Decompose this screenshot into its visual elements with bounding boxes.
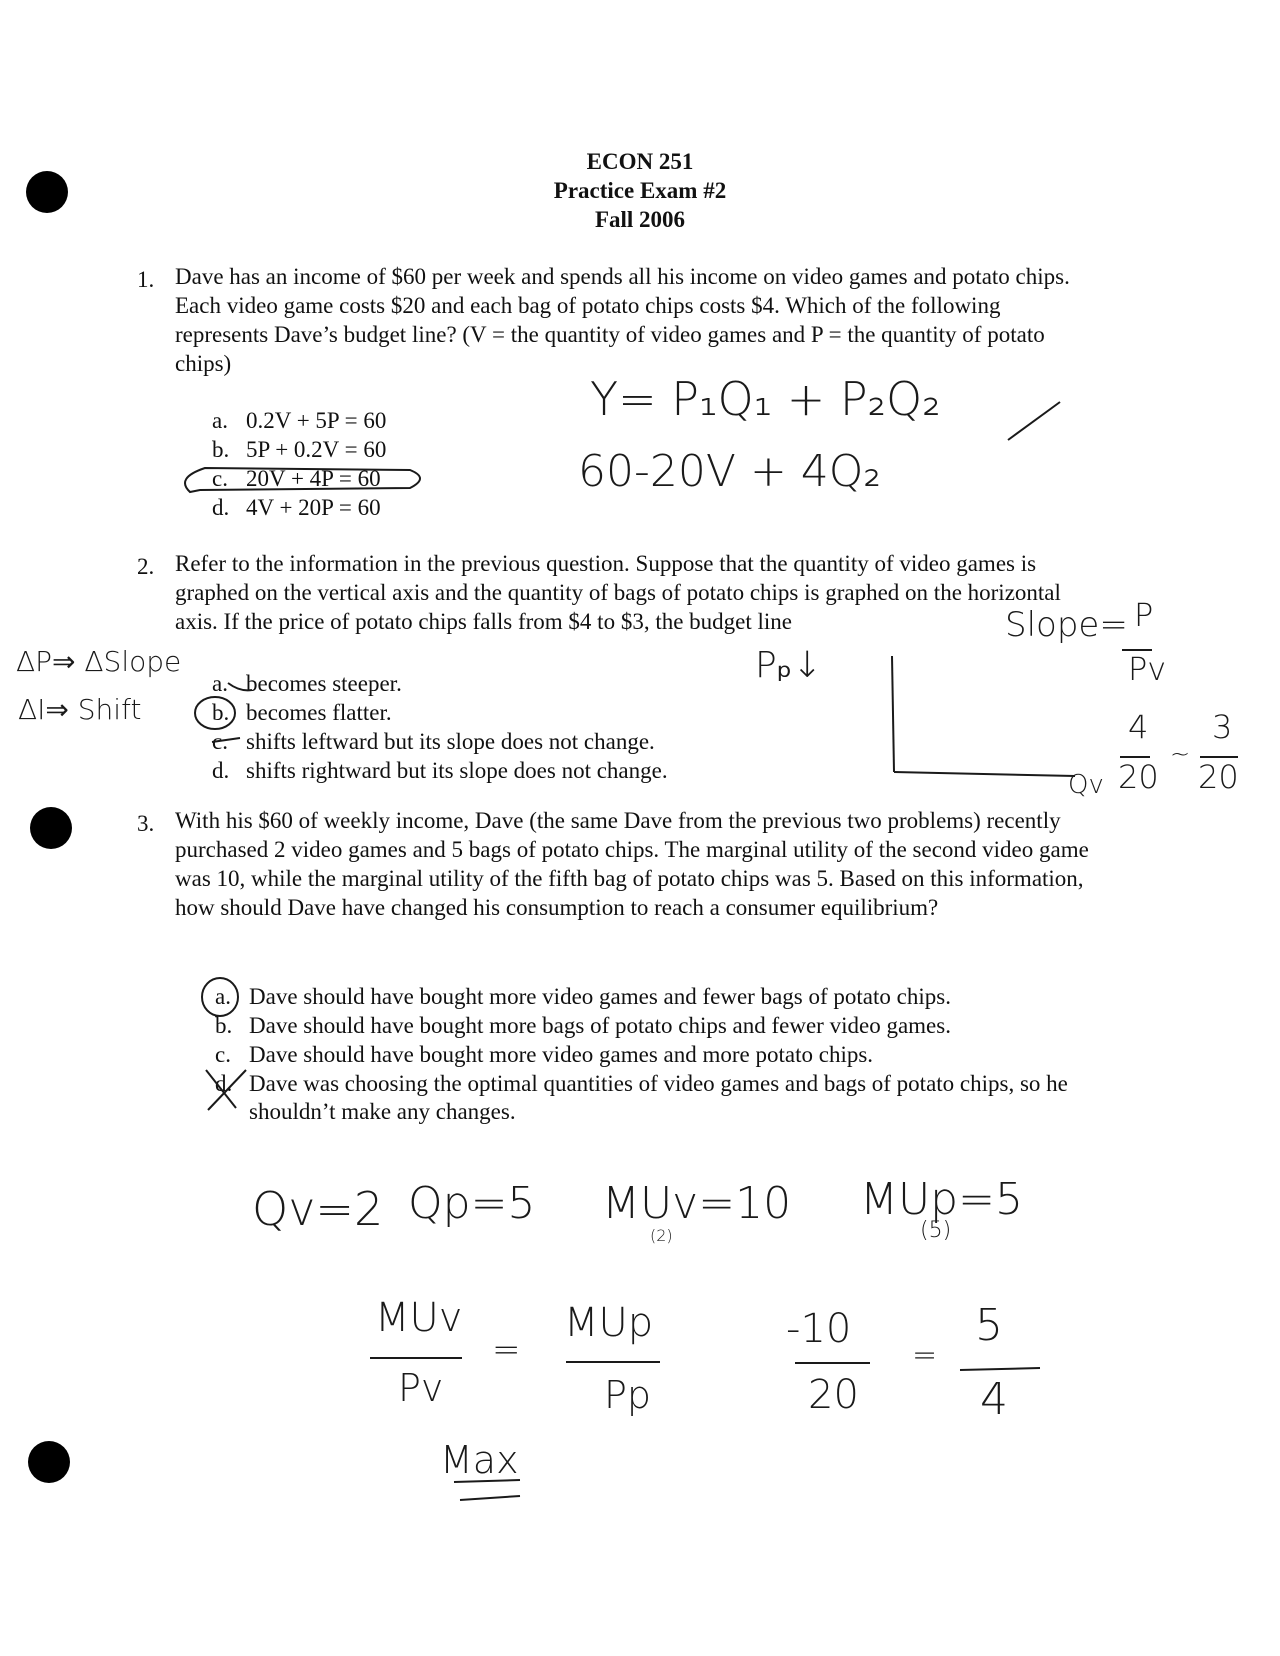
option-label: b.: [212, 437, 230, 462]
option-text: shifts leftward but its slope does not change.: [246, 729, 655, 754]
handwritten-mu-video-games: MUv=10: [602, 1178, 792, 1229]
option-text: becomes steeper.: [246, 671, 402, 696]
handwritten-mu-potato-subscript: (5): [920, 1218, 952, 1243]
option-label: d.: [212, 758, 230, 783]
handwritten-eq-num-1: -10: [786, 1306, 852, 1352]
handwritten-eq-num-1-value: 10: [800, 1306, 852, 1352]
handwritten-max-label: Max: [440, 1438, 519, 1482]
handwritten-slope-numerator: P: [1134, 596, 1154, 634]
option-label: c.: [212, 466, 228, 491]
option-text: shifts rightward but its slope does not change.: [246, 758, 668, 783]
option-text: Dave was choosing the optimal quantities of video games and bags of potato chips, so he shouldn’t make any changes.: [249, 1071, 1068, 1124]
handwritten-fraction-denominator-2: 20: [1198, 758, 1239, 796]
option-label: d.: [215, 1071, 233, 1096]
option-text: 20V + 4P = 60: [246, 466, 381, 491]
option-label: c.: [215, 1042, 231, 1067]
handwritten-quantity-potato-chips: Qp=5: [408, 1178, 536, 1229]
handwritten-budget-formula: Y= P₁Q₁ + P₂Q₂: [590, 372, 941, 426]
option-label: a.: [212, 408, 228, 433]
cross-q3-option-d-2: [208, 1070, 246, 1110]
option-label: b.: [212, 700, 230, 725]
option-text: 0.2V + 5P = 60: [246, 408, 387, 433]
max-underline-2: [460, 1496, 520, 1500]
exam-term: Fall 2006: [594, 207, 686, 232]
handwritten-eq-pv: Pv: [398, 1366, 444, 1410]
handwritten-eq-mup: MUp: [564, 1300, 654, 1346]
question-3-number: 3.: [137, 811, 155, 836]
graph-vertical-axis: [892, 656, 894, 772]
handwritten-eq-pp: Pp: [604, 1373, 652, 1417]
handwritten-mu-potato-chips: MUp=5: [860, 1174, 1023, 1225]
circle-q1-option-c: [185, 468, 420, 492]
handwritten-fraction-denominator-1: 20: [1118, 758, 1159, 796]
handwritten-equals-1: =: [492, 1330, 521, 1370]
option-text: 5P + 0.2V = 60: [246, 437, 387, 462]
strike-q2-option-c: [212, 738, 240, 742]
graph-horizontal-axis: [894, 772, 1075, 776]
option-label: a.: [212, 671, 228, 696]
handwritten-quantity-video-games: Qv=2: [252, 1182, 384, 1236]
max-underline: [454, 1480, 520, 1482]
option-text: 4V + 20P = 60: [246, 495, 381, 520]
question-2-text: Refer to the information in the previous question. Suppose that the quantity of video games is graphed on the vertical axis and the quantity of bags of potato chips is graphed on the horizontal axis. If the price of potato chips falls from $4 to $3, the budget line: [175, 551, 1061, 634]
handwritten-budget-substitution: 60-20V + 4Q₂: [578, 446, 882, 497]
handwritten-fraction-numerator-1: 4: [1128, 708, 1149, 746]
cross-q3-option-d-1: [206, 1070, 236, 1108]
handwritten-eq-den-2: 4: [980, 1374, 1008, 1425]
handwritten-equals-2: =: [912, 1338, 938, 1373]
option-label: a.: [215, 984, 231, 1009]
underline-q2-option-a: [228, 683, 252, 690]
handwritten-price-falls-note: Pₚ↓: [755, 645, 823, 686]
exam-title: Practice Exam #2: [553, 178, 727, 203]
option-text: Dave should have bought more video games and fewer bags of potato chips.: [249, 984, 951, 1009]
handwritten-approx-sign: ~: [1170, 740, 1191, 768]
handwritten-price-change-note: ΔP⇒ ΔSlope: [16, 645, 182, 678]
option-text: becomes flatter.: [246, 700, 392, 725]
question-1-text: Dave has an income of $60 per week and spends all his income on video games and potato chips. Each video game costs $20 and each bag of potato chips costs $4. Which of the following represents Dave’s budget line? (V = the quantity of video games and P = the quantity of potato chips): [175, 264, 1070, 376]
option-label: b.: [215, 1013, 233, 1038]
circle-q3-option-a: [202, 978, 238, 1016]
stray-pen-mark: [1008, 402, 1060, 440]
handwritten-axis-label-qv: Qv: [1068, 770, 1104, 800]
handwritten-slope-denominator: Pv: [1128, 650, 1167, 688]
handwritten-slope-label: Slope=: [1005, 605, 1128, 645]
question-1-number: 1.: [137, 267, 155, 292]
handwritten-eq-muv: MUv: [375, 1295, 463, 1341]
option-label: d.: [212, 495, 230, 520]
option-label: c.: [212, 729, 228, 754]
question-2-number: 2.: [137, 554, 155, 579]
question-3-text: With his $60 of weekly income, Dave (the same Dave from the previous two problems) recently purchased 2 video games and 5 bags of potato chips. The marginal utility of the second video game was 10, while the marginal utility of the fifth bag of potato chips was 5. Based on this information, how should Dave have changed his consumption to reach a consumer equilibrium?: [175, 808, 1089, 920]
handwritten-income-change-note: ΔI⇒ Shift: [18, 693, 142, 726]
handwritten-fraction-numerator-2: 3: [1212, 708, 1233, 746]
circle-q2-option-b: [195, 697, 235, 729]
handwritten-mu-video-subscript: (2): [650, 1226, 673, 1245]
handwritten-eq-den-1: 20: [808, 1372, 859, 1418]
option-text: Dave should have bought more video games and more potato chips.: [249, 1042, 874, 1067]
option-text: Dave should have bought more bags of potato chips and fewer video games.: [249, 1013, 951, 1038]
course-title: ECON 251: [586, 149, 694, 174]
handwritten-eq-num-2: 5: [975, 1300, 1003, 1351]
eq-fraction-bar-4: [960, 1368, 1040, 1370]
